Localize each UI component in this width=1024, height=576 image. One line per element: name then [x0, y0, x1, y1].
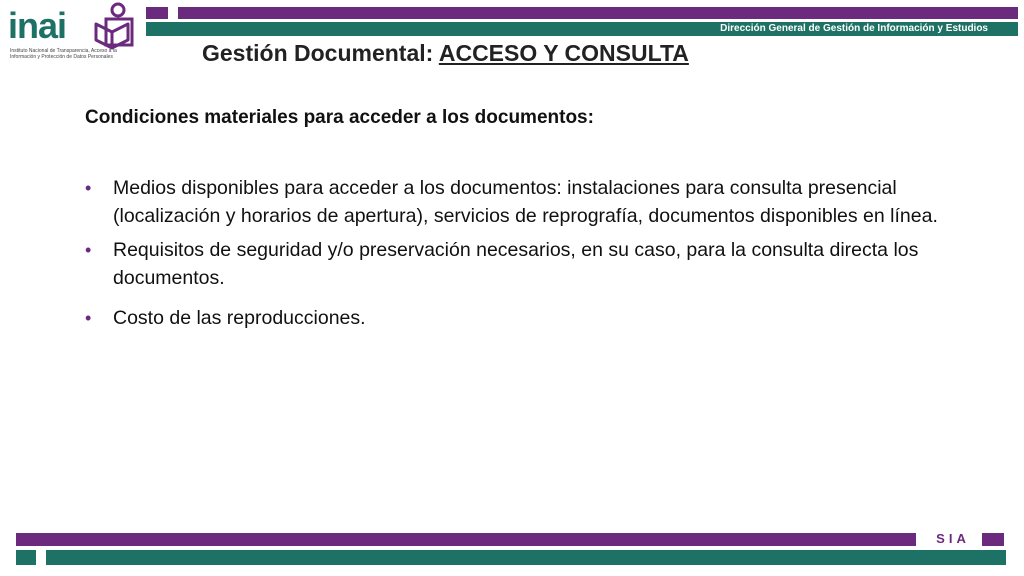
footer-green-square: [16, 550, 36, 565]
bullet-item: [85, 304, 945, 332]
bullet-text: Costo de las reproducciones.: [113, 307, 366, 329]
slide-title: [202, 40, 689, 67]
header-purple-square: [146, 7, 168, 19]
bullet-text: Medios disponibles para acceder a los documentos: instalaciones para consulta presencial (localización y horarios de apertura), servicios de reprografía, documentos disponibles en línea.: [113, 177, 938, 227]
inai-logo: [8, 2, 138, 64]
bullet-item: [85, 236, 945, 292]
footer-green-bar: [46, 550, 1006, 565]
footer-purple-bar: [16, 533, 916, 546]
header-purple-bar: [178, 7, 1018, 19]
title-underlined: ACCESO Y CONSULTA: [438, 40, 689, 66]
bullet-dot-icon: •: [85, 308, 92, 328]
bullet-list: [85, 174, 945, 332]
bullet-dot-icon: •: [85, 240, 92, 260]
title-prefix: Gestión Documental:: [202, 40, 439, 66]
header-caption: Dirección General de Gestión de Información y Estudios: [720, 23, 988, 34]
logo-wordmark: inai: [8, 5, 67, 46]
reader-icon: [92, 2, 136, 50]
footer-purple-square: [982, 533, 1004, 546]
section-heading: Condiciones materiales para acceder a los documentos:: [85, 107, 594, 128]
bullet-dot-icon: •: [85, 178, 92, 198]
bullet-text: Requisitos de seguridad y/o preservación necesarios, en su caso, para la consulta directa los documentos.: [113, 239, 919, 289]
footer-sia-label: SIA: [936, 531, 970, 546]
bullet-item: [85, 174, 945, 230]
logo-subtitle: Instituto Nacional de Transparencia, Acceso a la Información y Protección de Datos Personales: [10, 48, 117, 60]
